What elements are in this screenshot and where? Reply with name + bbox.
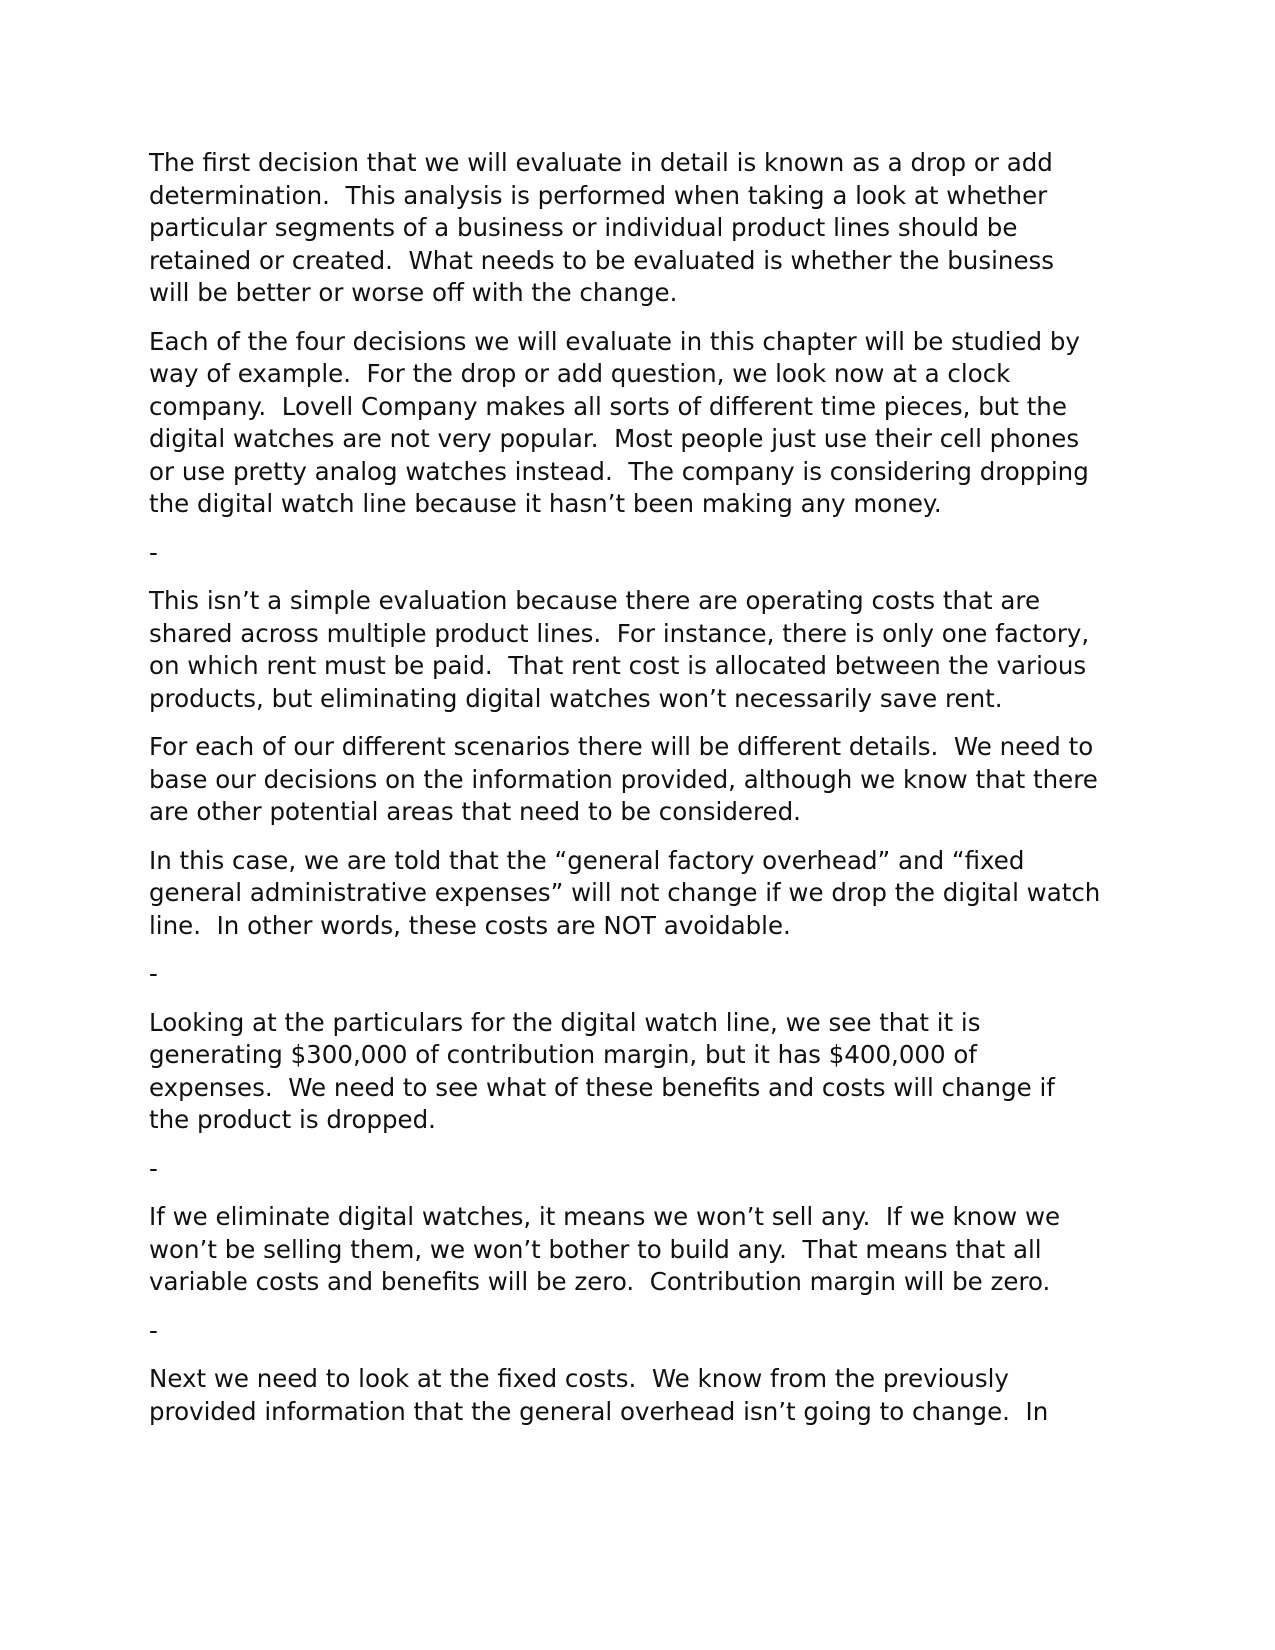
text-line: the digital watch line because it hasn’t been making any money. (149, 489, 942, 518)
paragraph-lovell-example (149, 326, 1129, 521)
paragraph-eliminate-watches (149, 1201, 1129, 1299)
text-line: This isn’t a simple evaluation because there are operating costs that are (149, 586, 1041, 615)
separator-dash: - (149, 1153, 158, 1183)
text-line: will be better or worse off with the change. (149, 278, 678, 307)
text-line: particular segments of a business or individual product lines should be (149, 213, 1018, 242)
text-line: base our decisions on the information provided, although we know that there (149, 764, 1098, 794)
paragraph-shared-costs (149, 585, 1129, 715)
text-line: The first decision that we will evaluate in detail is known as a drop or add (149, 148, 1053, 177)
text-line: provided information that the general overhead isn’t going to change. In (149, 1396, 1049, 1426)
text-line: variable costs and benefits will be zero. Contribution margin will be zero. (149, 1267, 1051, 1296)
text-line: on which rent must be paid. That rent cost is allocated between the various (149, 651, 1087, 680)
text-line: line. In other words, these costs are NOT avoidable. (149, 910, 791, 940)
text-line: or use pretty analog watches instead. The company is considering dropping (149, 456, 1089, 486)
text-line: retained or created. What needs to be evaluated is whether the business (149, 245, 1055, 275)
separator-dash: - (149, 537, 158, 567)
text-line: Next we need to look at the fixed costs. We know from the previously (149, 1364, 1009, 1393)
paragraph-digital-watch-particulars (149, 1007, 1129, 1137)
separator-dash: - (149, 959, 158, 988)
paragraph-unavoidable-costs (149, 845, 1129, 943)
text-line: generating $300,000 of contribution margin, but it has $400,000 of (149, 1040, 978, 1069)
text-line: company. Lovell Company makes all sorts of different time pieces, but the (149, 391, 1067, 421)
document-body (149, 147, 1129, 1444)
separator-dash: - (149, 1315, 158, 1345)
text-line: If we eliminate digital watches, it means we won’t sell any. If we know we (149, 1202, 1061, 1231)
text-line: way of example. For the drop or add question, we look now at a clock (149, 359, 1011, 388)
text-line: For each of our different scenarios there will be different details. We need to (149, 732, 1094, 761)
text-line: won’t be selling them, we won’t bother to build any. That means that all (149, 1234, 1042, 1264)
text-line: In this case, we are told that the “general factory overhead” and “fixed (149, 845, 1025, 875)
paragraph-fixed-costs (149, 1363, 1129, 1428)
text-line: digital watches are not very popular. Most people just use their cell phones (149, 424, 1080, 453)
paragraph-drop-or-add-intro (149, 147, 1129, 310)
text-line: Each of the four decisions we will evaluate in this chapter will be studied by (149, 326, 1080, 356)
text-line: are other potential areas that need to be considered. (149, 797, 801, 826)
text-line: general administrative expenses” will not change if we drop the digital watch (149, 878, 1101, 907)
paragraph-scenarios (149, 731, 1129, 829)
text-line: Looking at the particulars for the digital watch line, we see that it is (149, 1007, 981, 1037)
text-line: shared across multiple product lines. For instance, there is only one factory, (149, 618, 1090, 648)
text-line: determination. This analysis is performed when taking a look at whether (149, 180, 1048, 210)
text-line: products, but eliminating digital watches won’t necessarily save rent. (149, 683, 1003, 713)
text-line: the product is dropped. (149, 1105, 436, 1134)
text-line: expenses. We need to see what of these benefits and costs will change if (149, 1072, 1055, 1102)
